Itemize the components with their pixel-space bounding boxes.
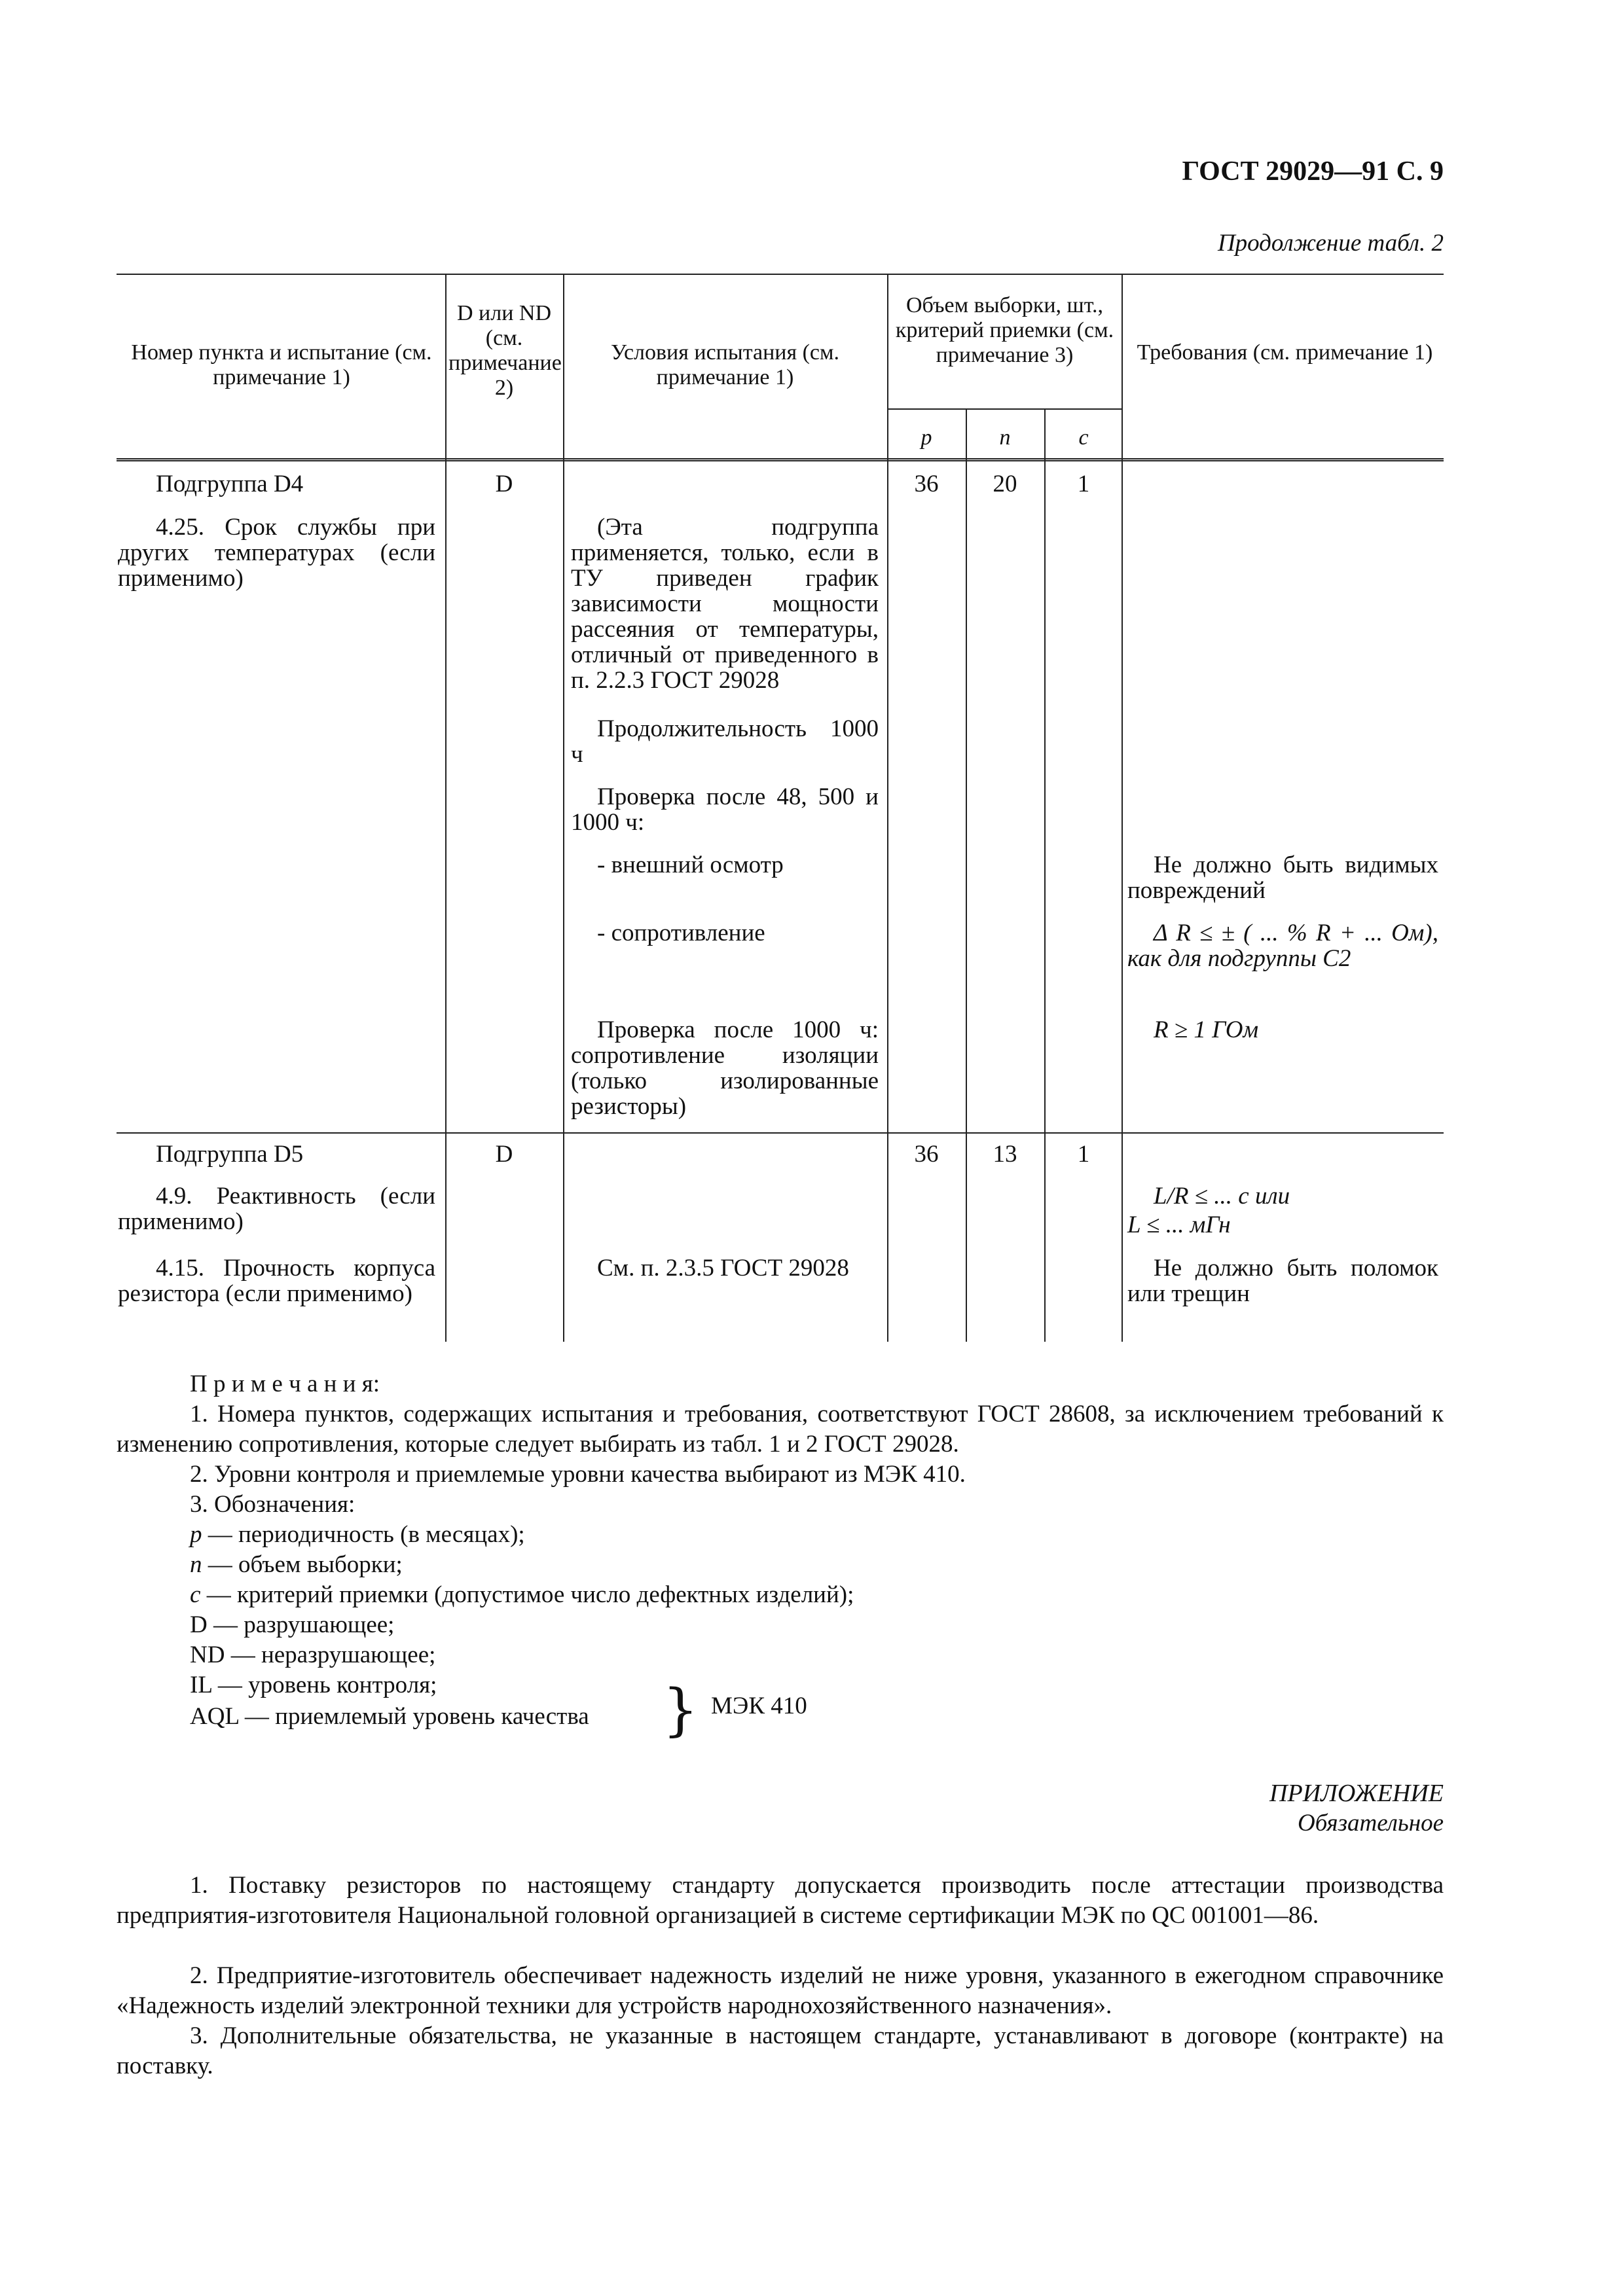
notes-title: П р и м е ч а н и я: <box>190 1371 380 1397</box>
group-name: Подгруппа D5 <box>156 1141 304 1168</box>
designation: IL — уровень контроля; <box>190 1672 437 1698</box>
test-condition: Проверка после 1000 ч: сопротивление изоляции (только изолированные резисторы) <box>571 1016 879 1120</box>
group-n: 13 <box>993 1141 1017 1168</box>
group-name: Подгруппа D4 <box>156 471 304 497</box>
test-requirement: L ≤ ... мГн <box>1127 1211 1231 1238</box>
appendix-paragraph: 2. Предприятие-изготовитель обеспечивает надежность изделий не ниже уровня, указанного в ежегодном справочнике «Надежность изделий электронной техники для устройств народнохозяйственного назначения». <box>117 1962 1444 2019</box>
col-header-dnd: D или ND (см. примечание 2) <box>448 301 562 400</box>
col-divider-6 <box>1122 274 1123 1342</box>
test-condition: См. п. 2.3.5 ГОСТ 29028 <box>597 1255 849 1282</box>
note-item: 2. Уровни контроля и приемлемые уровни качества выбирают из МЭК 410. <box>190 1461 966 1488</box>
test-requirement: R ≥ 1 ГОм <box>1154 1016 1259 1043</box>
group-separator-rule <box>117 1132 1444 1134</box>
group-dnd: D <box>495 1141 513 1168</box>
col-header-item: Номер пункта и испытание (см. примечание 1) <box>131 340 432 389</box>
test-condition: - внешний осмотр <box>597 852 784 878</box>
sample-subheader-rule <box>887 408 1122 410</box>
table-header-rule <box>117 458 1444 461</box>
test-condition: Продолжительность 1000 ч <box>571 715 879 768</box>
group-c: 1 <box>1077 1141 1090 1168</box>
designation: p — периодичность (в месяцах); <box>190 1521 525 1548</box>
col-divider-5 <box>1044 408 1046 1342</box>
col-header-c: c <box>1078 425 1089 450</box>
designation: ND — неразрушающее; <box>190 1641 436 1668</box>
designation: AQL — приемлемый уровень качества <box>190 1703 589 1730</box>
col-header-conditions: Условия испытания (см. примечание 1) <box>610 340 840 389</box>
test-requirement: Не должно быть видимых повреждений <box>1127 852 1438 904</box>
group-p: 36 <box>914 1141 939 1168</box>
col-divider-3 <box>887 274 888 1342</box>
group-c: 1 <box>1077 471 1090 497</box>
col-header-p: p <box>921 425 932 450</box>
note-item: 1. Номера пунктов, содержащих испытания и требования, соответствуют ГОСТ 28608, за исключением требований к изменению сопротивления, которые следует выбирать из табл. 1 и 2 ГОСТ 29028. <box>117 1401 1444 1458</box>
designation: D — разрушающее; <box>190 1611 395 1638</box>
test-requirement: Не должно быть поломок или трещин <box>1127 1255 1438 1307</box>
designation: c — критерий приемки (допустимое число дефектных изделий); <box>190 1581 854 1608</box>
col-header-sample: Объем выборки, шт., критерий приемки (см. примечание 3) <box>895 293 1114 367</box>
group-p: 36 <box>914 471 939 497</box>
brace-label: МЭК 410 <box>711 1693 807 1719</box>
test-requirement: Δ R ≤ ± ( ... % R + ... Ом), как для подгруппы С2 <box>1127 920 1438 972</box>
appendix-subtitle: Обязательное <box>1297 1810 1444 1837</box>
test-requirement: L/R ≤ ... с или <box>1154 1183 1290 1210</box>
table-top-rule <box>117 274 1444 275</box>
group-dnd: D <box>495 471 513 497</box>
note-item: 3. Обозначения: <box>190 1491 356 1518</box>
col-divider-1 <box>445 274 447 1342</box>
test-condition: - сопротивление <box>597 920 765 946</box>
col-divider-4 <box>966 408 967 1342</box>
appendix-title: ПРИЛОЖЕНИЕ <box>1269 1780 1444 1807</box>
group-n: 20 <box>993 471 1017 497</box>
col-divider-2 <box>563 274 564 1342</box>
test-condition: Проверка после 48, 500 и 1000 ч: <box>571 783 879 836</box>
designation: n — объем выборки; <box>190 1551 403 1578</box>
test-item: 4.25. Срок службы при других температурах (если применимо) <box>118 514 435 592</box>
table-continuation-label: Продолжение табл. 2 <box>1217 230 1444 257</box>
page-title: ГОСТ 29029—91 С. 9 <box>1182 156 1444 187</box>
col-header-requirements: Требования (см. примечание 1) <box>1137 340 1433 365</box>
test-item: 4.9. Реактивность (если применимо) <box>118 1183 435 1235</box>
test-item: 4.15. Прочность корпуса резистора (если применимо) <box>118 1255 435 1307</box>
right-brace: } <box>663 1677 699 1743</box>
test-condition: (Эта подгруппа применяется, только, если в ТУ приведен график зависимости мощности рассеяния от температуры, отличный от приведенного в п. 2.2.3 ГОСТ 29028 <box>571 514 879 694</box>
appendix-paragraph: 3. Дополнительные обязательства, не указанные в настоящем стандарте, устанавливают в договоре (контракте) на поставку. <box>117 2022 1444 2079</box>
col-header-n: n <box>999 425 1011 450</box>
appendix-paragraph: 1. Поставку резисторов по настоящему стандарту допускается производить после аттестации производства предприятия-изготовителя Национальной головной организацией в системе сертификации МЭК по QC 001001—86. <box>117 1872 1444 1929</box>
